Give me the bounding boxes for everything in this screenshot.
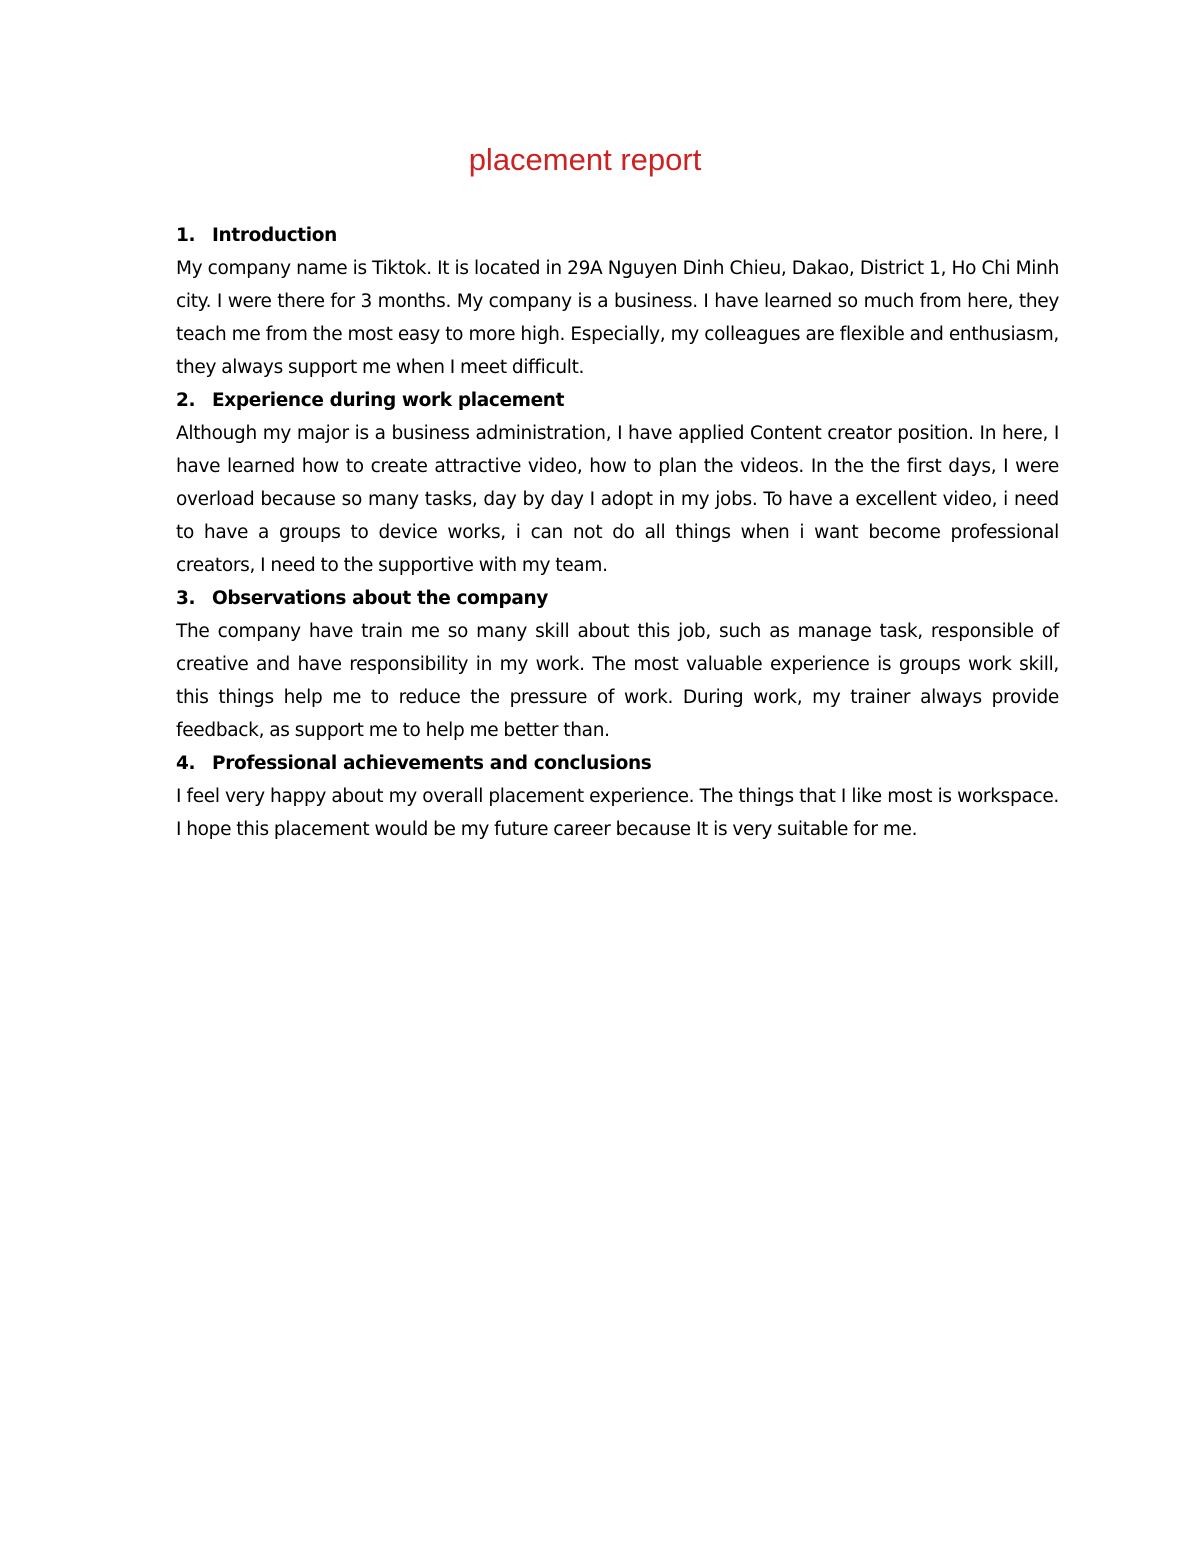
section-introduction (176, 219, 1059, 384)
document-body (176, 219, 1059, 846)
section-paragraph: Although my major is a business administration, I have applied Content creator position. In here, I have learned how to create attractive video, how to plan the videos. In the the first days, I were overload because so many tasks, day by day I adopt in my jobs. To have a excellent video, i need to have a groups to device works, i can not do all things when i want become professional creators, I need to the supportive with my team. (176, 423, 1059, 576)
section-paragraph: The company have train me so many skill about this job, such as manage task, responsible of creative and have responsibility in my work. The most valuable experience is groups work skill, this things help me to reduce the pressure of work. During work, my trainer always provide feedback, as support me to help me better than. (176, 621, 1059, 741)
section-heading (176, 384, 1059, 417)
section-heading-text: Experience during work placement (212, 390, 565, 411)
section-heading (176, 747, 1059, 780)
section-number: 1. (176, 225, 196, 246)
section-observations (176, 582, 1059, 747)
section-heading-text: Introduction (212, 225, 337, 246)
section-heading (176, 219, 1059, 252)
section-heading-text: Professional achievements and conclusions (212, 753, 652, 774)
document-title: placement report (468, 142, 702, 177)
section-number: 4. (176, 753, 196, 774)
section-number: 2. (176, 390, 196, 411)
section-experience (176, 384, 1059, 582)
section-paragraph: I feel very happy about my overall placement experience. The things that I like most is workspace. I hope this placement would be my future career because It is very suitable for me. (176, 786, 1059, 840)
section-heading (176, 582, 1059, 615)
section-achievements (176, 747, 1059, 846)
section-number: 3. (176, 588, 196, 609)
section-heading-text: Observations about the company (212, 588, 549, 609)
section-paragraph: My company name is Tiktok. It is located in 29A Nguyen Dinh Chieu, Dakao, District 1, Ho Chi Minh city. I were there for 3 months. My company is a business. I have learned so much from here, they teach me from the most easy to more high. Especially, my colleagues are flexible and enthusiasm, they always support me when I meet difficult. (176, 258, 1059, 378)
